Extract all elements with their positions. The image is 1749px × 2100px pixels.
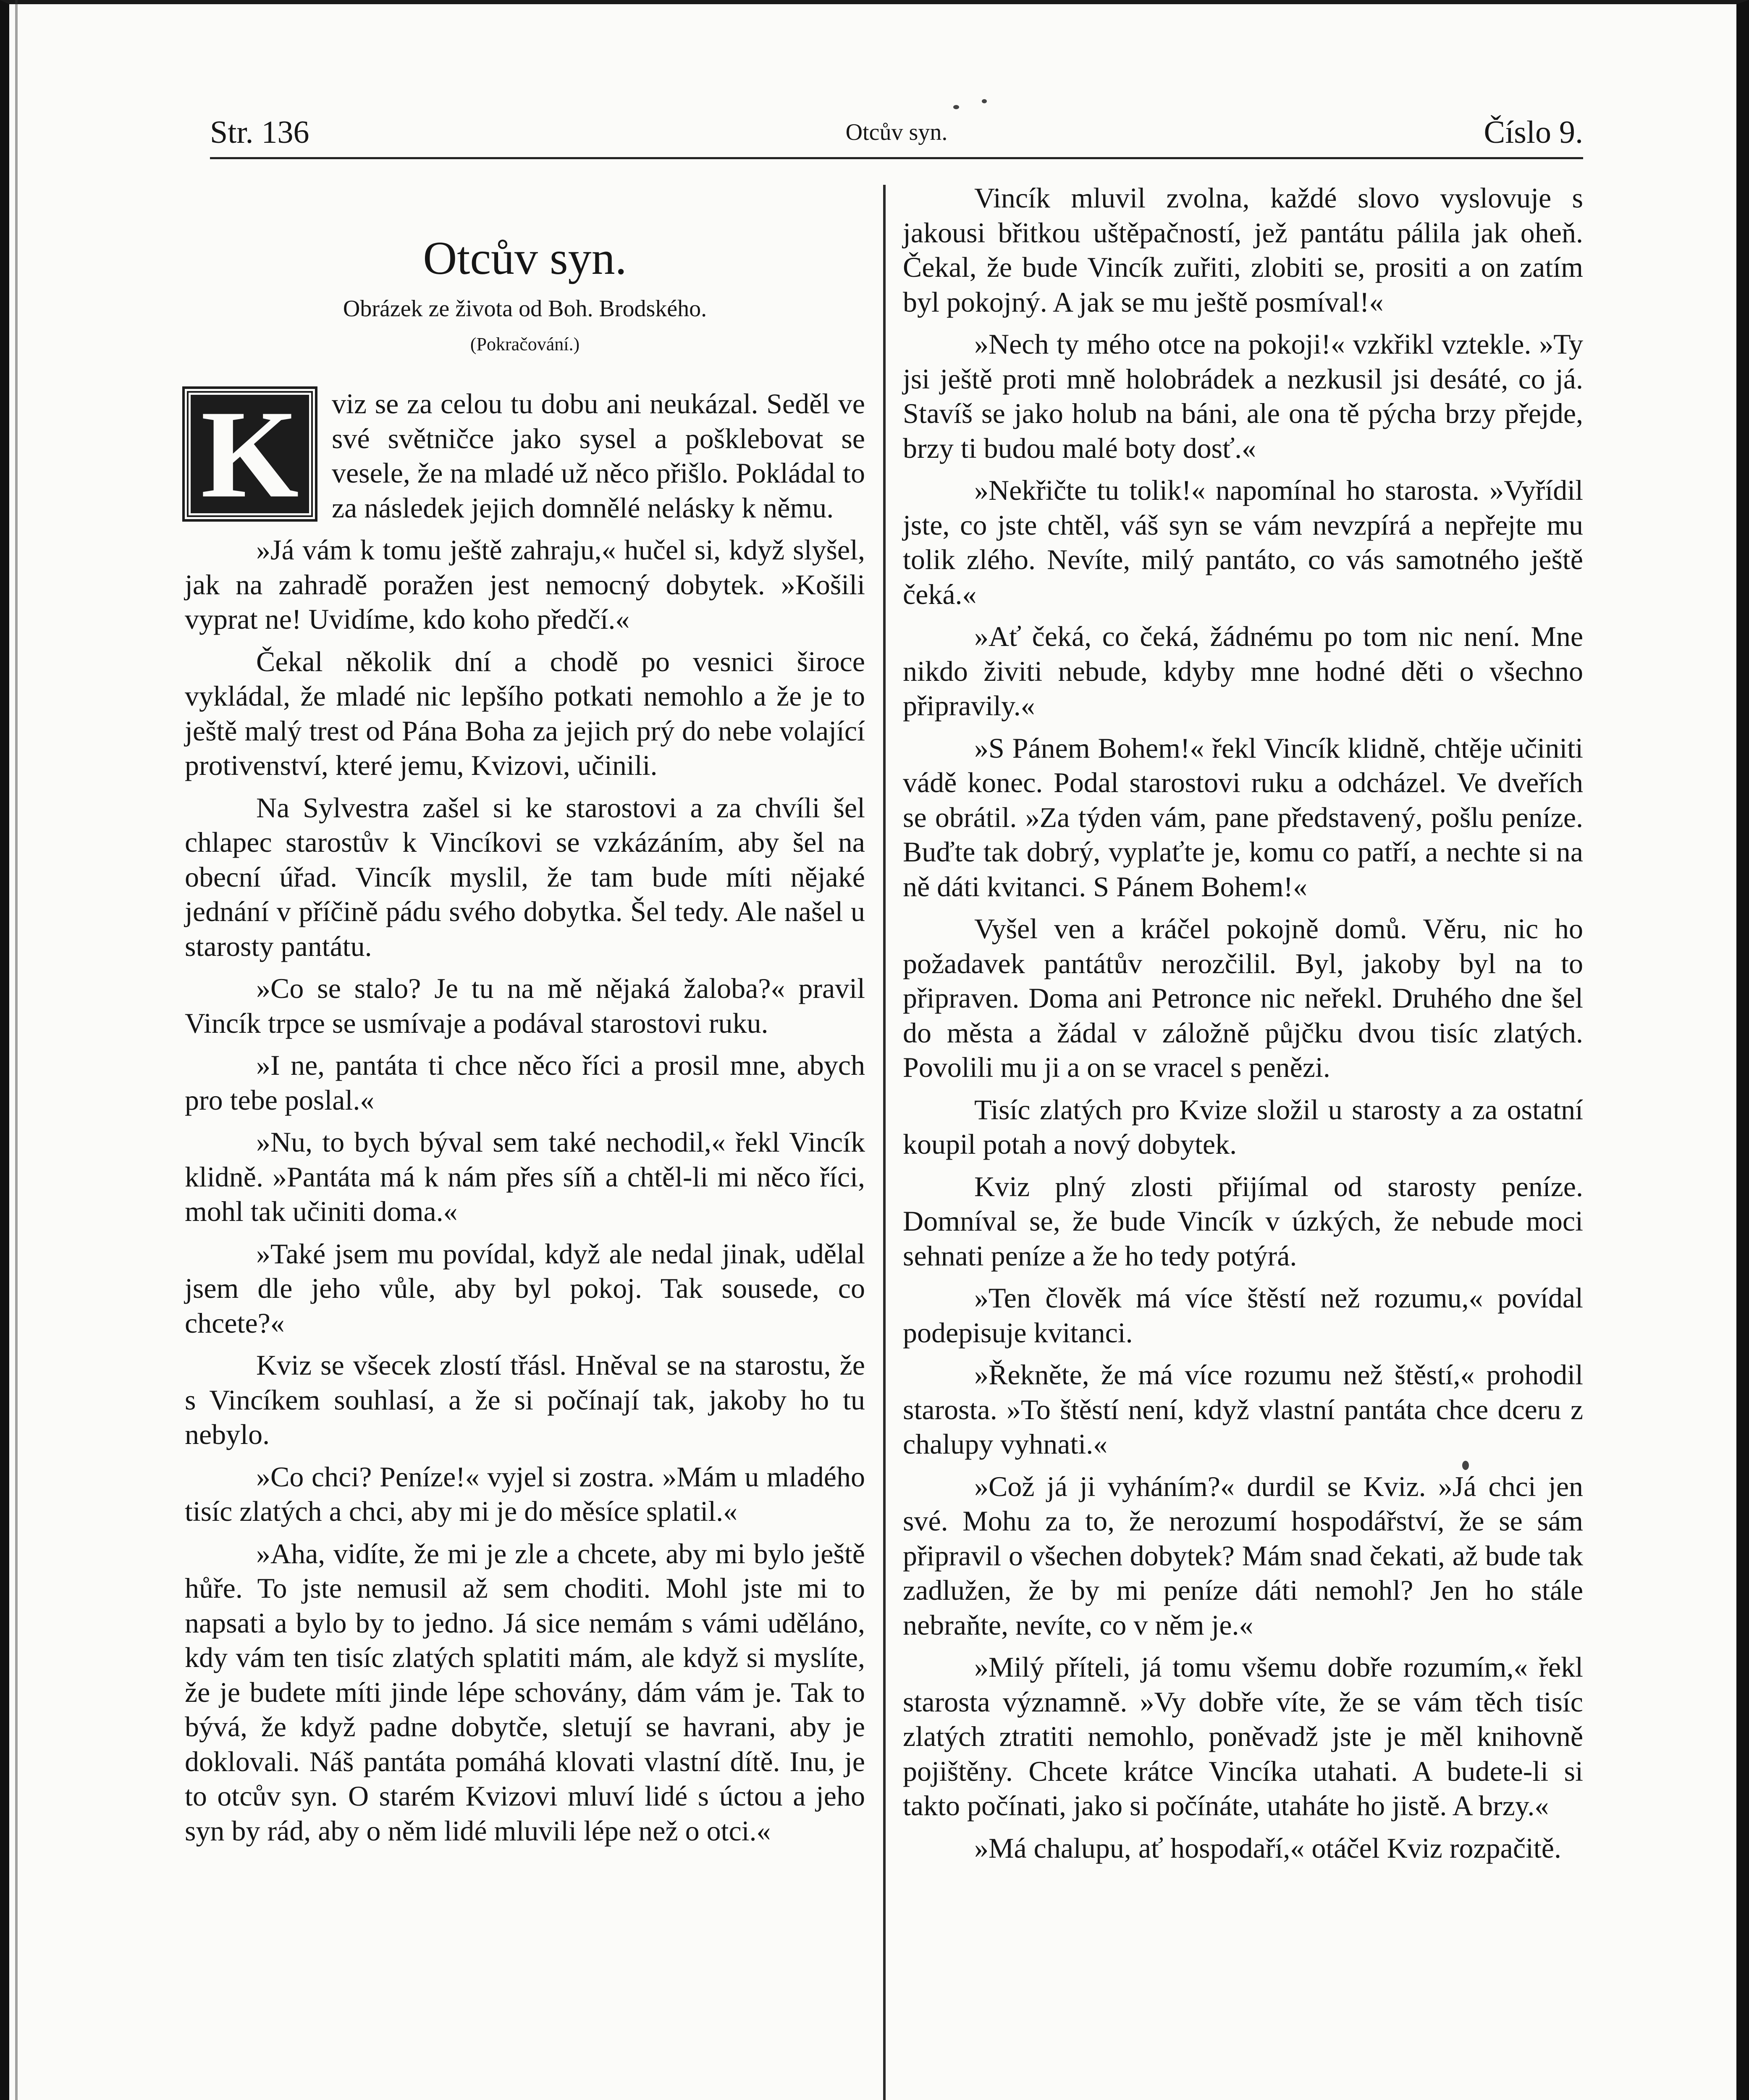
- right-column: [903, 181, 1583, 1865]
- paragraph: »Nekřičte tu tolik!« napomínal ho starosta. »Vyřídil jste, co jste chtěl, váš syn se vám nevzpírá a nepřejte mu tolik zlého. Nevíte, milý pantáto, co vás samotného ještě čeká.«: [903, 474, 1583, 610]
- paragraph: »Řekněte, že má více rozumu než štěstí,« prohodil starosta. »To štěstí není, když vlastní pantáta chce dceru z chalupy vyhnati.«: [903, 1359, 1583, 1460]
- ink-speck: [982, 99, 987, 103]
- paragraph: »Co se stalo? Je tu na mě nějaká žaloba?« pravil Vincík trpce se usmívaje a podával starostovi ruku.: [185, 972, 865, 1039]
- issue-number: Číslo 9.: [1484, 115, 1583, 150]
- paragraph: Kviz plný zlosti přijímal od starosty peníze. Domníval se, že bude Vincík v úzkých, že nebude moci sehnati peníze a že ho tedy potýrá.: [903, 1170, 1583, 1272]
- paragraph: »S Pánem Bohem!« řekl Vincík klidně, chtěje učiniti vádě konec. Podal starostovi ruku a odcházel. Ve dveřích se obrátil. »Za týden vám, pane představený, pošlu peníze. Buďte tak dobrý, vyplaťte je, komu co patří, a nechte si na ně dáti kvitanci. S Pánem Bohem!«: [903, 732, 1583, 903]
- continued-note: (Pokračování.): [470, 334, 580, 354]
- paragraph: Vyšel ven a kráčel pokojně domů. Věru, nic ho požadavek pantátův nerozčilil. Byl, jakoby byl na to připraven. Doma ani Petronce nic neřekl. Druhého dne šel do města a žádal v záložně půjčku dvou tisíc zlatých. Povolili mu ji a on se vracel s penězi.: [903, 913, 1583, 1083]
- paragraph: »Já vám k tomu ještě zahraju,« hučel si, když slyšel, jak na zahradě poražen jest nemocný dobytek. »Košili vyprat ne! Uvidíme, kdo koho předčí.«: [185, 534, 865, 635]
- dropcap-initial: K: [185, 389, 315, 519]
- scan-edge: [15, 0, 18, 2100]
- paragraph: »Má chalupu, ať hospodaří,« otáčel Kviz rozpačitě.: [974, 1832, 1561, 1864]
- paragraph: »Ať čeká, co čeká, žádnému po tom nic není. Mne nikdo živiti nebude, kdyby mne hodné děti o všechno připravily.«: [903, 620, 1583, 722]
- paragraph: Kviz se všecek zlostí třásl. Hněval se na starostu, že s Vincíkem souhlasí, a že si počínají tak, jakoby ho tu nebylo.: [185, 1349, 865, 1450]
- paragraph: »Co chci? Peníze!« vyjel si zostra. »Mám u mladého tisíc zlatých a chci, aby mi je do měsíce splatil.«: [185, 1460, 865, 1527]
- opening-paragraph: [185, 386, 865, 525]
- paragraph: »Nu, to bych býval sem také nechodil,« řekl Vincík klidně. »Pantáta má k nám přes síň a chtěl-li mi něco říci, mohl tak učiniti doma.«: [185, 1126, 865, 1227]
- paragraph: »I ne, pantáta ti chce něco říci a prosil mne, abych pro tebe poslal.«: [185, 1049, 865, 1116]
- running-title: Otcův syn.: [845, 119, 948, 145]
- article-subtitle: Obrázek ze života od Boh. Brodského.: [343, 296, 707, 322]
- paragraph: »Aha, vidíte, že mi je zle a chcete, aby mi bylo ještě hůře. To jste nemusil až sem choditi. Mohl jste mi to napsati a bylo by to jedno. Já sice nemám s vámi uděláno, kdy vám ten tisíc zlatých splatiti mám, ale když si myslíte, že je budete míti jinde lépe schovány, dám vám je. Tak to bývá, že když padne dobytče, sletují se havrani, aby je doklovali. Náš pantáta pomáhá klovati vlastní dítě. Inu, je to otcův syn. O starém Kvizovi mluví lidé s úctou a jeho syn by rád, aby o něm lidé mluvili lépe než o otci.«: [185, 1537, 865, 1847]
- article-title: Otcův syn.: [423, 232, 627, 284]
- paragraph: »Milý příteli, já tomu všemu dobře rozumím,« řekl starosta významně. »Vy dobře víte, že se vám těch tisíc zlatých ztratiti nemohlo, poněvadž jste je měl knihovně pojištěny. Chcete krátce Vincíka utahati. A budete-li si takto počínati, jako si počínáte, utaháte ho jistě. A brzy.«: [903, 1651, 1583, 1822]
- page-number: Str. 136: [210, 115, 309, 150]
- left-column: [185, 181, 865, 1848]
- column-divider: [883, 185, 886, 2100]
- paragraph: »Ten člověk má více štěstí než rozumu,« povídal podepisuje kvitanci.: [903, 1282, 1583, 1349]
- paragraph: »Nech ty mého otce na pokoji!« vzkřikl vztekle. »Ty jsi ještě proti mně holobrádek a nezkusil jsi desáté, co já. Stavíš se jako holub na báni, ale ona tě pýcha brzy přejde, brzy ti budou malé boty dosť.«: [903, 328, 1583, 464]
- page-header: [210, 113, 1583, 151]
- paragraph: Čekal několik dní a chodě po vesnici široce vykládal, že mladé nic lepšího potkati nemohlo a že je to ještě malý trest od Pána Boha za jejich prý do nebe volající protivenství, které jemu, Kvizovi, učinili.: [185, 645, 865, 781]
- paragraph: »Také jsem mu povídal, když ale nedal jinak, udělal jsem dle jeho vůle, aby byl pokoj. Tak sousede, co chcete?«: [185, 1237, 865, 1339]
- header-rule: [210, 157, 1583, 159]
- ink-speck: [953, 105, 959, 109]
- paragraph: Tisíc zlatých pro Kvize složil u starosty a za ostatní koupil potah a nový dobytek.: [903, 1093, 1583, 1160]
- paragraph: Na Sylvestra zašel si ke starostovi a za chvíli šel chlapec starostův k Vincíkovi se vzkázáním, aby šel na obecní úřad. Vincík myslil, že tam bude míti nějaké jednání v příčině pádu svého dobytka. Šel tedy. Ale našel u starosty pantátu.: [185, 791, 865, 962]
- paragraph: Vincík mluvil zvolna, každé slovo vyslovuje s jakousi břitkou uštěpačností, jež pantátu pálila jak oheň. Čekal, že bude Vincík zuřiti, zlobiti se, prositi a on zatím byl pokojný. A jak se mu ještě posmíval!«: [903, 182, 1583, 318]
- opening-text: viz se za celou tu dobu ani neukázal. Seděl ve své světničce jako sysel a pošklebovat se vesele, že na mladé už něco přišlo. Pokládal to za následek jejich domnělé nelásky k němu.: [332, 388, 865, 524]
- paragraph: »Což já ji vyháním?« durdil se Kviz. »Já chci jen své. Mohu za to, že nerozumí hospodářství, že se sám připravil o všechen dobytek? Mám snad čekati, až bude tak zadlužen, že by mi peníze dáti nemohl? Jen ho stále nebraňte, nevíte, co v něm je.«: [903, 1470, 1583, 1641]
